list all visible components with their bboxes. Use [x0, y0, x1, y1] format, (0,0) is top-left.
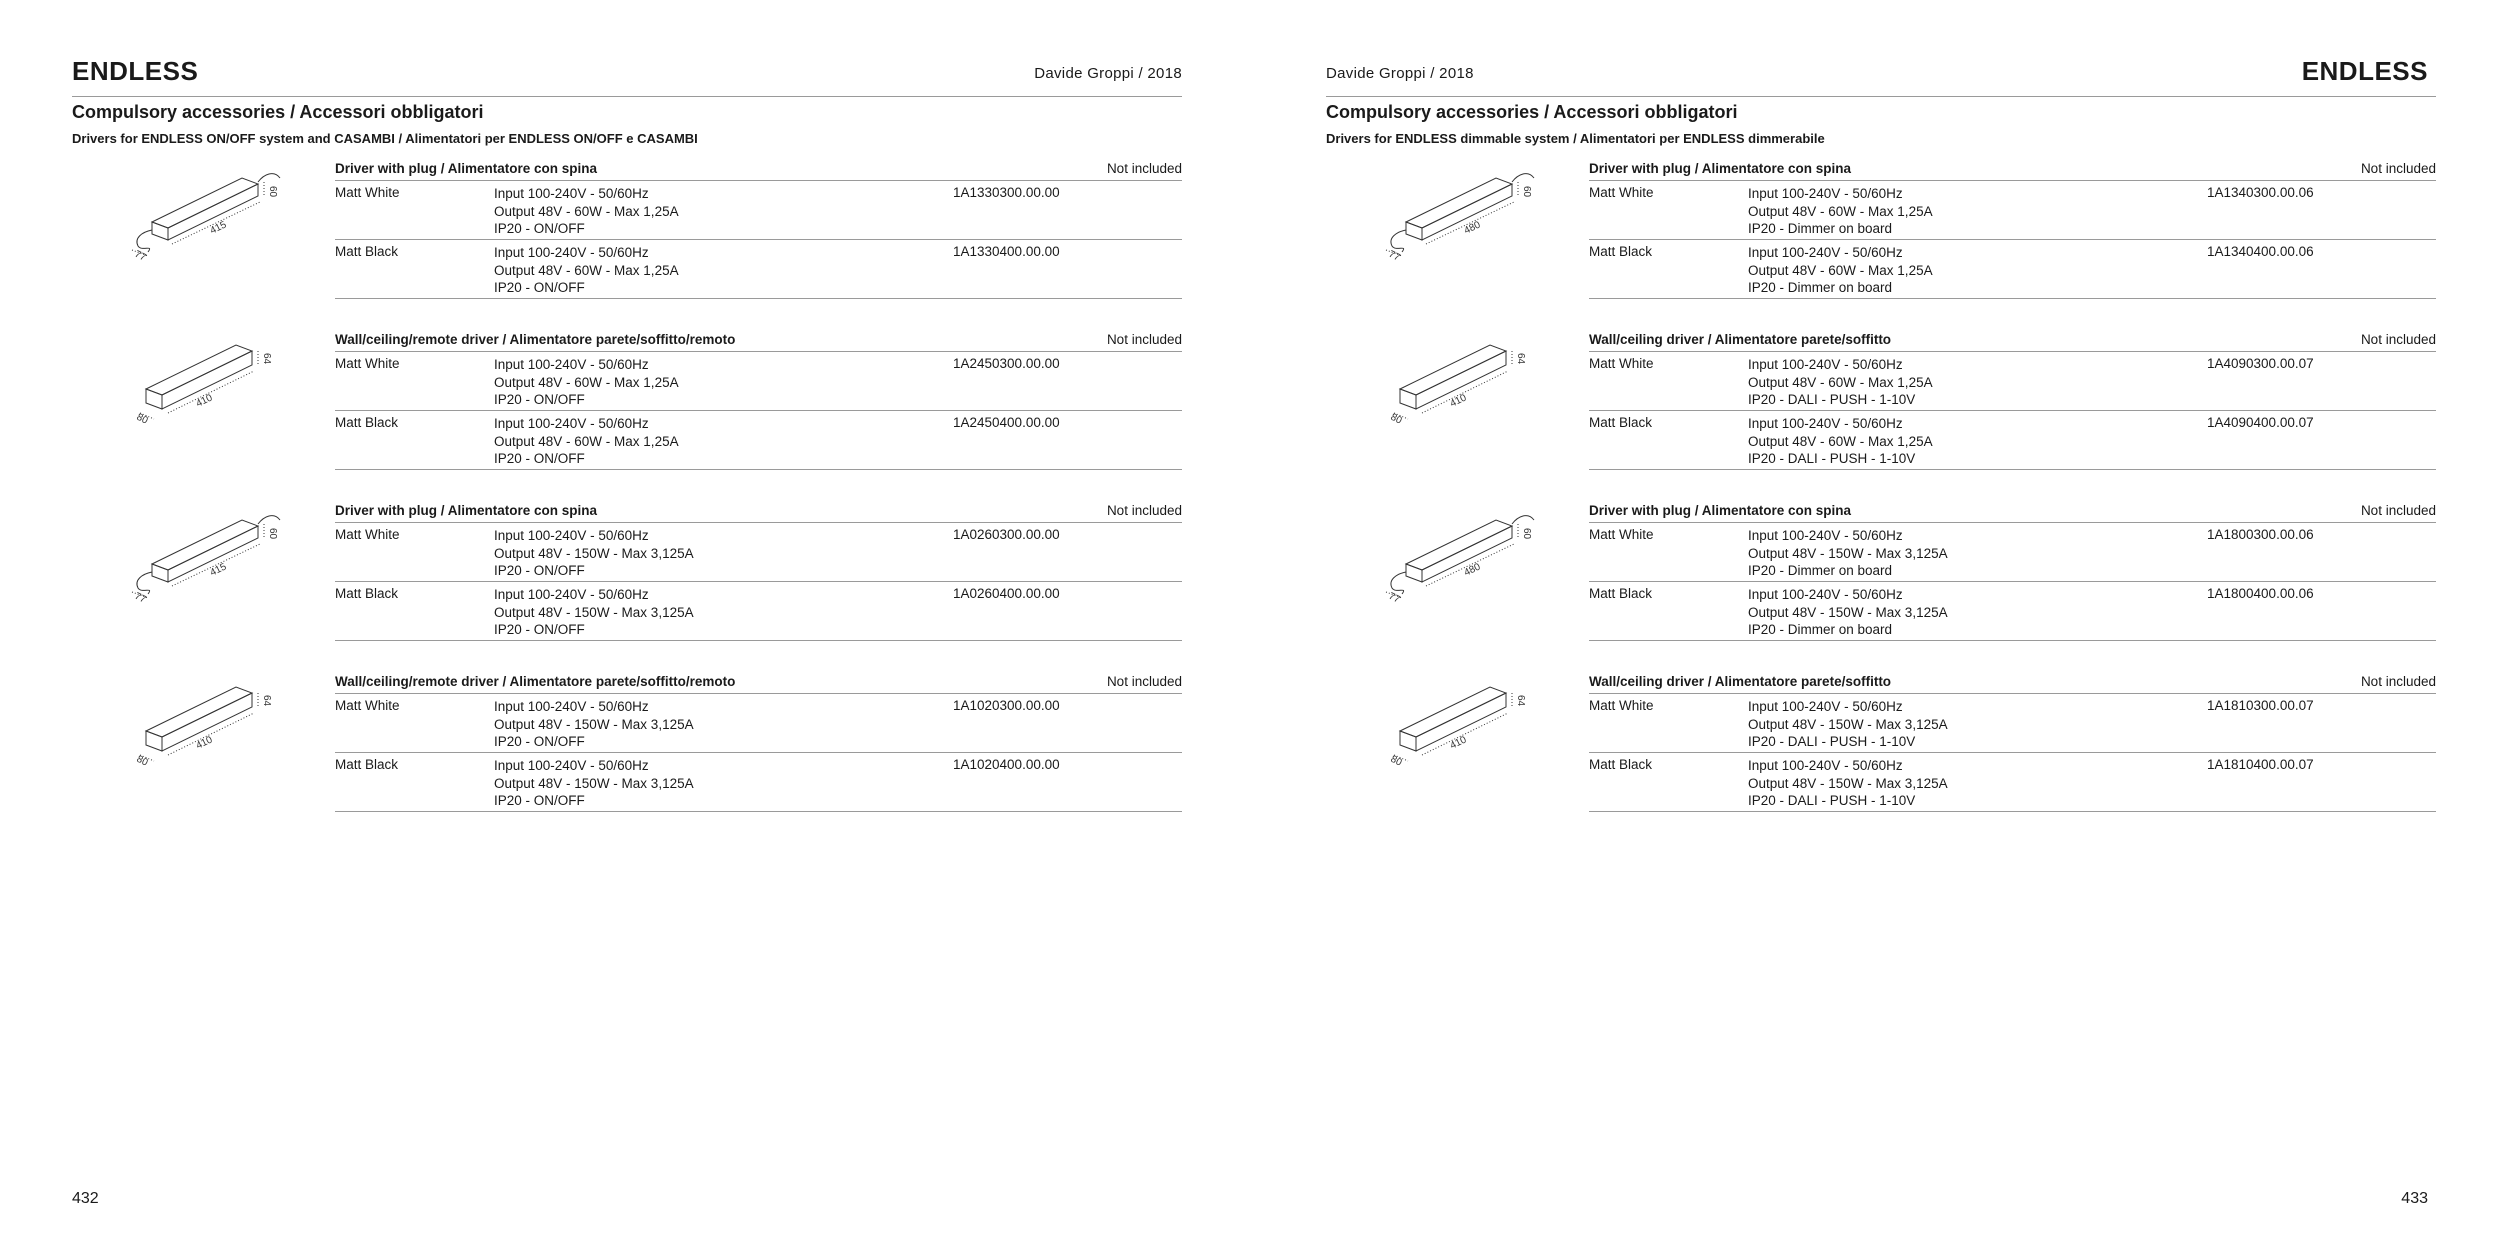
driver-group	[1326, 673, 2436, 843]
driver-group	[1326, 502, 2436, 672]
header-divider	[1326, 96, 2436, 97]
driver-box-drawing	[124, 331, 294, 431]
depth-dim: 77	[1386, 590, 1402, 606]
spec-line: Input 100-240V - 50/60Hz	[494, 357, 649, 372]
product-code: 1A2450300.00.00	[953, 356, 1060, 371]
finish-cell: Matt White	[1589, 356, 1654, 371]
table-row	[1589, 352, 2436, 411]
table-row	[1589, 753, 2436, 812]
spec-line: Input 100-240V - 50/60Hz	[1748, 758, 1903, 773]
spec-line: Input 100-240V - 50/60Hz	[494, 245, 649, 260]
finish-cell: Matt Black	[1589, 244, 1653, 259]
finish-cell: Matt Black	[335, 415, 399, 430]
spec-line: IP20 - ON/OFF	[494, 793, 585, 808]
product-code: 1A1810400.00.07	[2207, 757, 2314, 772]
product-drawing	[124, 673, 294, 773]
depth-dim: 77	[132, 248, 148, 264]
section-subtitle: Drivers for ENDLESS ON/OFF system and CASAMBI / Alimentatori per ENDLESS ON/OFF e CASAMBI	[72, 131, 698, 146]
spec-cell	[1748, 698, 1948, 751]
spec-line: Output 48V - 150W - Max 3,125A	[494, 545, 694, 561]
table-row	[1589, 694, 2436, 753]
height-dim: 60	[1521, 186, 1532, 198]
spec-cell	[494, 757, 694, 810]
right-page	[1250, 0, 2500, 1250]
driver-group	[1326, 331, 2436, 501]
product-drawing	[124, 502, 294, 606]
header-divider	[72, 96, 1182, 97]
product-code: 1A0260300.00.00	[953, 527, 1060, 542]
driver-table	[1589, 160, 2436, 299]
product-drawing	[124, 331, 294, 431]
spec-line: IP20 - DALI - PUSH - 1-10V	[1748, 451, 1916, 466]
spec-line: IP20 - ON/OFF	[494, 734, 585, 749]
group-title: Wall/ceiling driver / Alimentatore parete/soffitto	[1589, 332, 1892, 347]
length-dim: 480	[1462, 219, 1483, 237]
driver-table	[1589, 673, 2436, 812]
spec-cell	[1748, 244, 1933, 297]
finish-cell: Matt White	[1589, 185, 1654, 200]
table-header	[335, 331, 1182, 352]
driver-plug-drawing	[124, 160, 294, 264]
table-header	[335, 673, 1182, 694]
product-code: 1A1330300.00.00	[953, 185, 1060, 200]
spec-cell	[1748, 586, 1948, 639]
spec-line: Input 100-240V - 50/60Hz	[1748, 699, 1903, 714]
table-row	[1589, 523, 2436, 582]
spec-cell	[1748, 415, 1933, 468]
spec-cell	[1748, 757, 1948, 810]
product-code: 1A1810300.00.07	[2207, 698, 2314, 713]
table-row	[1589, 240, 2436, 299]
page-number: 432	[72, 1190, 99, 1207]
product-drawing	[1378, 673, 1548, 773]
height-dim: 64	[1515, 353, 1526, 365]
height-dim: 60	[267, 528, 278, 540]
finish-cell: Matt Black	[335, 757, 399, 772]
finish-cell: Matt Black	[1589, 415, 1653, 430]
spec-line: Input 100-240V - 50/60Hz	[1748, 587, 1903, 602]
spec-line: Output 48V - 150W - Max 3,125A	[494, 775, 694, 791]
brand-title: ENDLESS	[2301, 56, 2428, 86]
spec-line: Output 48V - 150W - Max 3,125A	[1748, 545, 1948, 561]
length-dim: 415	[208, 219, 229, 237]
spec-line: Output 48V - 60W - Max 1,25A	[1748, 374, 1933, 390]
table-row	[1589, 582, 2436, 641]
driver-plug-drawing	[1378, 160, 1548, 264]
spec-cell	[494, 244, 679, 297]
height-dim: 60	[1521, 528, 1532, 540]
table-header	[335, 502, 1182, 523]
included-status: Not included	[2360, 674, 2436, 689]
finish-cell: Matt White	[335, 185, 400, 200]
finish-cell: Matt White	[335, 698, 400, 713]
table-row	[335, 181, 1182, 240]
spec-cell	[494, 185, 679, 238]
spec-cell	[494, 698, 694, 751]
spec-line: Output 48V - 60W - Max 1,25A	[1748, 433, 1933, 449]
finish-cell: Matt White	[335, 356, 400, 371]
table-row	[335, 582, 1182, 641]
product-code: 1A1800400.00.06	[2207, 586, 2314, 601]
driver-plug-drawing	[124, 502, 294, 606]
spec-line: Output 48V - 60W - Max 1,25A	[1748, 203, 1933, 219]
page-number: 433	[2401, 1190, 2428, 1207]
spec-line: Output 48V - 150W - Max 3,125A	[494, 604, 694, 620]
section-title: Compulsory accessories / Accessori obbligatori	[72, 102, 484, 122]
spec-line: Input 100-240V - 50/60Hz	[1748, 416, 1903, 431]
table-header	[1589, 673, 2436, 694]
length-dim: 410	[194, 734, 215, 752]
driver-table	[335, 502, 1182, 641]
spec-line: IP20 - ON/OFF	[494, 392, 585, 407]
spec-line: Output 48V - 60W - Max 1,25A	[494, 262, 679, 278]
table-header	[1589, 160, 2436, 181]
spec-cell	[1748, 185, 1933, 238]
spec-line: Input 100-240V - 50/60Hz	[494, 186, 649, 201]
driver-group	[72, 160, 1182, 330]
product-code: 1A1020300.00.00	[953, 698, 1060, 713]
group-title: Wall/ceiling driver / Alimentatore parete/soffitto	[1589, 674, 1892, 689]
spec-line: Output 48V - 150W - Max 3,125A	[494, 716, 694, 732]
section-subtitle: Drivers for ENDLESS dimmable system / Alimentatori per ENDLESS dimmerabile	[1326, 131, 1825, 146]
included-status: Not included	[1106, 674, 1182, 689]
group-title: Driver with plug / Alimentatore con spina	[1589, 503, 1852, 518]
spec-line: Input 100-240V - 50/60Hz	[1748, 528, 1903, 543]
depth-dim: 77	[132, 590, 148, 606]
spec-line: IP20 - ON/OFF	[494, 221, 585, 236]
driver-plug-drawing	[1378, 502, 1548, 606]
included-status: Not included	[1106, 161, 1182, 176]
product-code: 1A1340400.00.06	[2207, 244, 2314, 259]
spec-line: Output 48V - 150W - Max 3,125A	[1748, 604, 1948, 620]
table-row	[335, 411, 1182, 470]
included-status: Not included	[1106, 332, 1182, 347]
finish-cell: Matt Black	[335, 244, 399, 259]
spec-line: Output 48V - 60W - Max 1,25A	[494, 203, 679, 219]
spec-line: IP20 - Dimmer on board	[1748, 622, 1893, 637]
spec-line: Output 48V - 60W - Max 1,25A	[494, 374, 679, 390]
product-code: 1A4090400.00.07	[2207, 415, 2314, 430]
finish-cell: Matt White	[1589, 698, 1654, 713]
included-status: Not included	[2360, 161, 2436, 176]
driver-table	[335, 331, 1182, 470]
spec-line: IP20 - Dimmer on board	[1748, 221, 1893, 236]
product-drawing	[124, 160, 294, 264]
table-row	[335, 753, 1182, 812]
spec-line: Output 48V - 150W - Max 3,125A	[1748, 775, 1948, 791]
spec-line: IP20 - DALI - PUSH - 1-10V	[1748, 734, 1916, 749]
spec-cell	[494, 586, 694, 639]
driver-table	[1589, 502, 2436, 641]
driver-group	[72, 502, 1182, 672]
group-title: Driver with plug / Alimentatore con spina	[335, 503, 598, 518]
finish-cell: Matt Black	[1589, 757, 1653, 772]
included-status: Not included	[1106, 503, 1182, 518]
included-status: Not included	[2360, 503, 2436, 518]
driver-group	[72, 331, 1182, 501]
table-row	[1589, 181, 2436, 240]
driver-box-drawing	[1378, 673, 1548, 773]
length-dim: 410	[1448, 734, 1469, 752]
product-code: 1A0260400.00.00	[953, 586, 1060, 601]
spec-line: Input 100-240V - 50/60Hz	[494, 528, 649, 543]
table-row	[1589, 411, 2436, 470]
driver-table	[1589, 331, 2436, 470]
spec-line: Input 100-240V - 50/60Hz	[1748, 186, 1903, 201]
driver-group	[72, 673, 1182, 843]
spec-cell	[494, 415, 679, 468]
spec-line: Input 100-240V - 50/60Hz	[494, 416, 649, 431]
driver-table	[335, 673, 1182, 812]
length-dim: 415	[208, 561, 229, 579]
product-code: 1A1800300.00.06	[2207, 527, 2314, 542]
height-dim: 60	[267, 186, 278, 198]
product-drawing	[1378, 502, 1548, 606]
author-credit: Davide Groppi / 2018	[1326, 65, 1474, 82]
depth-dim: 80	[1388, 411, 1404, 427]
depth-dim: 80	[134, 411, 150, 427]
brand-title: ENDLESS	[72, 56, 199, 86]
table-header	[1589, 331, 2436, 352]
height-dim: 64	[1515, 695, 1526, 707]
product-code: 1A2450400.00.00	[953, 415, 1060, 430]
group-title: Wall/ceiling/remote driver / Alimentatore parete/soffitto/remoto	[335, 674, 736, 689]
height-dim: 64	[261, 695, 272, 707]
finish-cell: Matt White	[335, 527, 400, 542]
spec-line: Output 48V - 60W - Max 1,25A	[1748, 262, 1933, 278]
spec-line: IP20 - ON/OFF	[494, 451, 585, 466]
product-code: 1A1020400.00.00	[953, 757, 1060, 772]
finish-cell: Matt White	[1589, 527, 1654, 542]
spec-cell	[1748, 356, 1933, 409]
height-dim: 64	[261, 353, 272, 365]
spec-line: Output 48V - 60W - Max 1,25A	[494, 433, 679, 449]
product-drawing	[1378, 160, 1548, 264]
included-status: Not included	[2360, 332, 2436, 347]
spec-line: IP20 - ON/OFF	[494, 280, 585, 295]
finish-cell: Matt Black	[335, 586, 399, 601]
spec-cell	[1748, 527, 1948, 580]
spec-line: IP20 - ON/OFF	[494, 563, 585, 578]
spec-line: IP20 - ON/OFF	[494, 622, 585, 637]
spec-line: Input 100-240V - 50/60Hz	[1748, 245, 1903, 260]
length-dim: 410	[1448, 392, 1469, 410]
table-row	[335, 694, 1182, 753]
spec-cell	[494, 527, 694, 580]
spec-line: Output 48V - 150W - Max 3,125A	[1748, 716, 1948, 732]
spec-line: Input 100-240V - 50/60Hz	[494, 699, 649, 714]
spec-line: IP20 - Dimmer on board	[1748, 563, 1893, 578]
product-code: 1A4090300.00.07	[2207, 356, 2314, 371]
driver-box-drawing	[124, 673, 294, 773]
group-title: Wall/ceiling/remote driver / Alimentatore parete/soffitto/remoto	[335, 332, 736, 347]
depth-dim: 80	[134, 753, 150, 769]
spec-line: Input 100-240V - 50/60Hz	[494, 758, 649, 773]
driver-group	[1326, 160, 2436, 330]
driver-box-drawing	[1378, 331, 1548, 431]
product-code: 1A1330400.00.00	[953, 244, 1060, 259]
finish-cell: Matt Black	[1589, 586, 1653, 601]
product-drawing	[1378, 331, 1548, 431]
spec-cell	[494, 356, 679, 409]
spec-line: IP20 - Dimmer on board	[1748, 280, 1893, 295]
group-title: Driver with plug / Alimentatore con spina	[1589, 161, 1852, 176]
depth-dim: 77	[1386, 248, 1402, 264]
spec-line: Input 100-240V - 50/60Hz	[494, 587, 649, 602]
product-code: 1A1340300.00.06	[2207, 185, 2314, 200]
table-row	[335, 240, 1182, 299]
table-row	[335, 352, 1182, 411]
spec-line: IP20 - DALI - PUSH - 1-10V	[1748, 392, 1916, 407]
spec-line: Input 100-240V - 50/60Hz	[1748, 357, 1903, 372]
table-header	[335, 160, 1182, 181]
section-title: Compulsory accessories / Accessori obbligatori	[1326, 102, 1738, 122]
depth-dim: 80	[1388, 753, 1404, 769]
length-dim: 410	[194, 392, 215, 410]
table-row	[335, 523, 1182, 582]
table-header	[1589, 502, 2436, 523]
group-title: Driver with plug / Alimentatore con spina	[335, 161, 598, 176]
length-dim: 480	[1462, 561, 1483, 579]
author-credit: Davide Groppi / 2018	[1034, 65, 1182, 82]
driver-table	[335, 160, 1182, 299]
spec-line: IP20 - DALI - PUSH - 1-10V	[1748, 793, 1916, 808]
